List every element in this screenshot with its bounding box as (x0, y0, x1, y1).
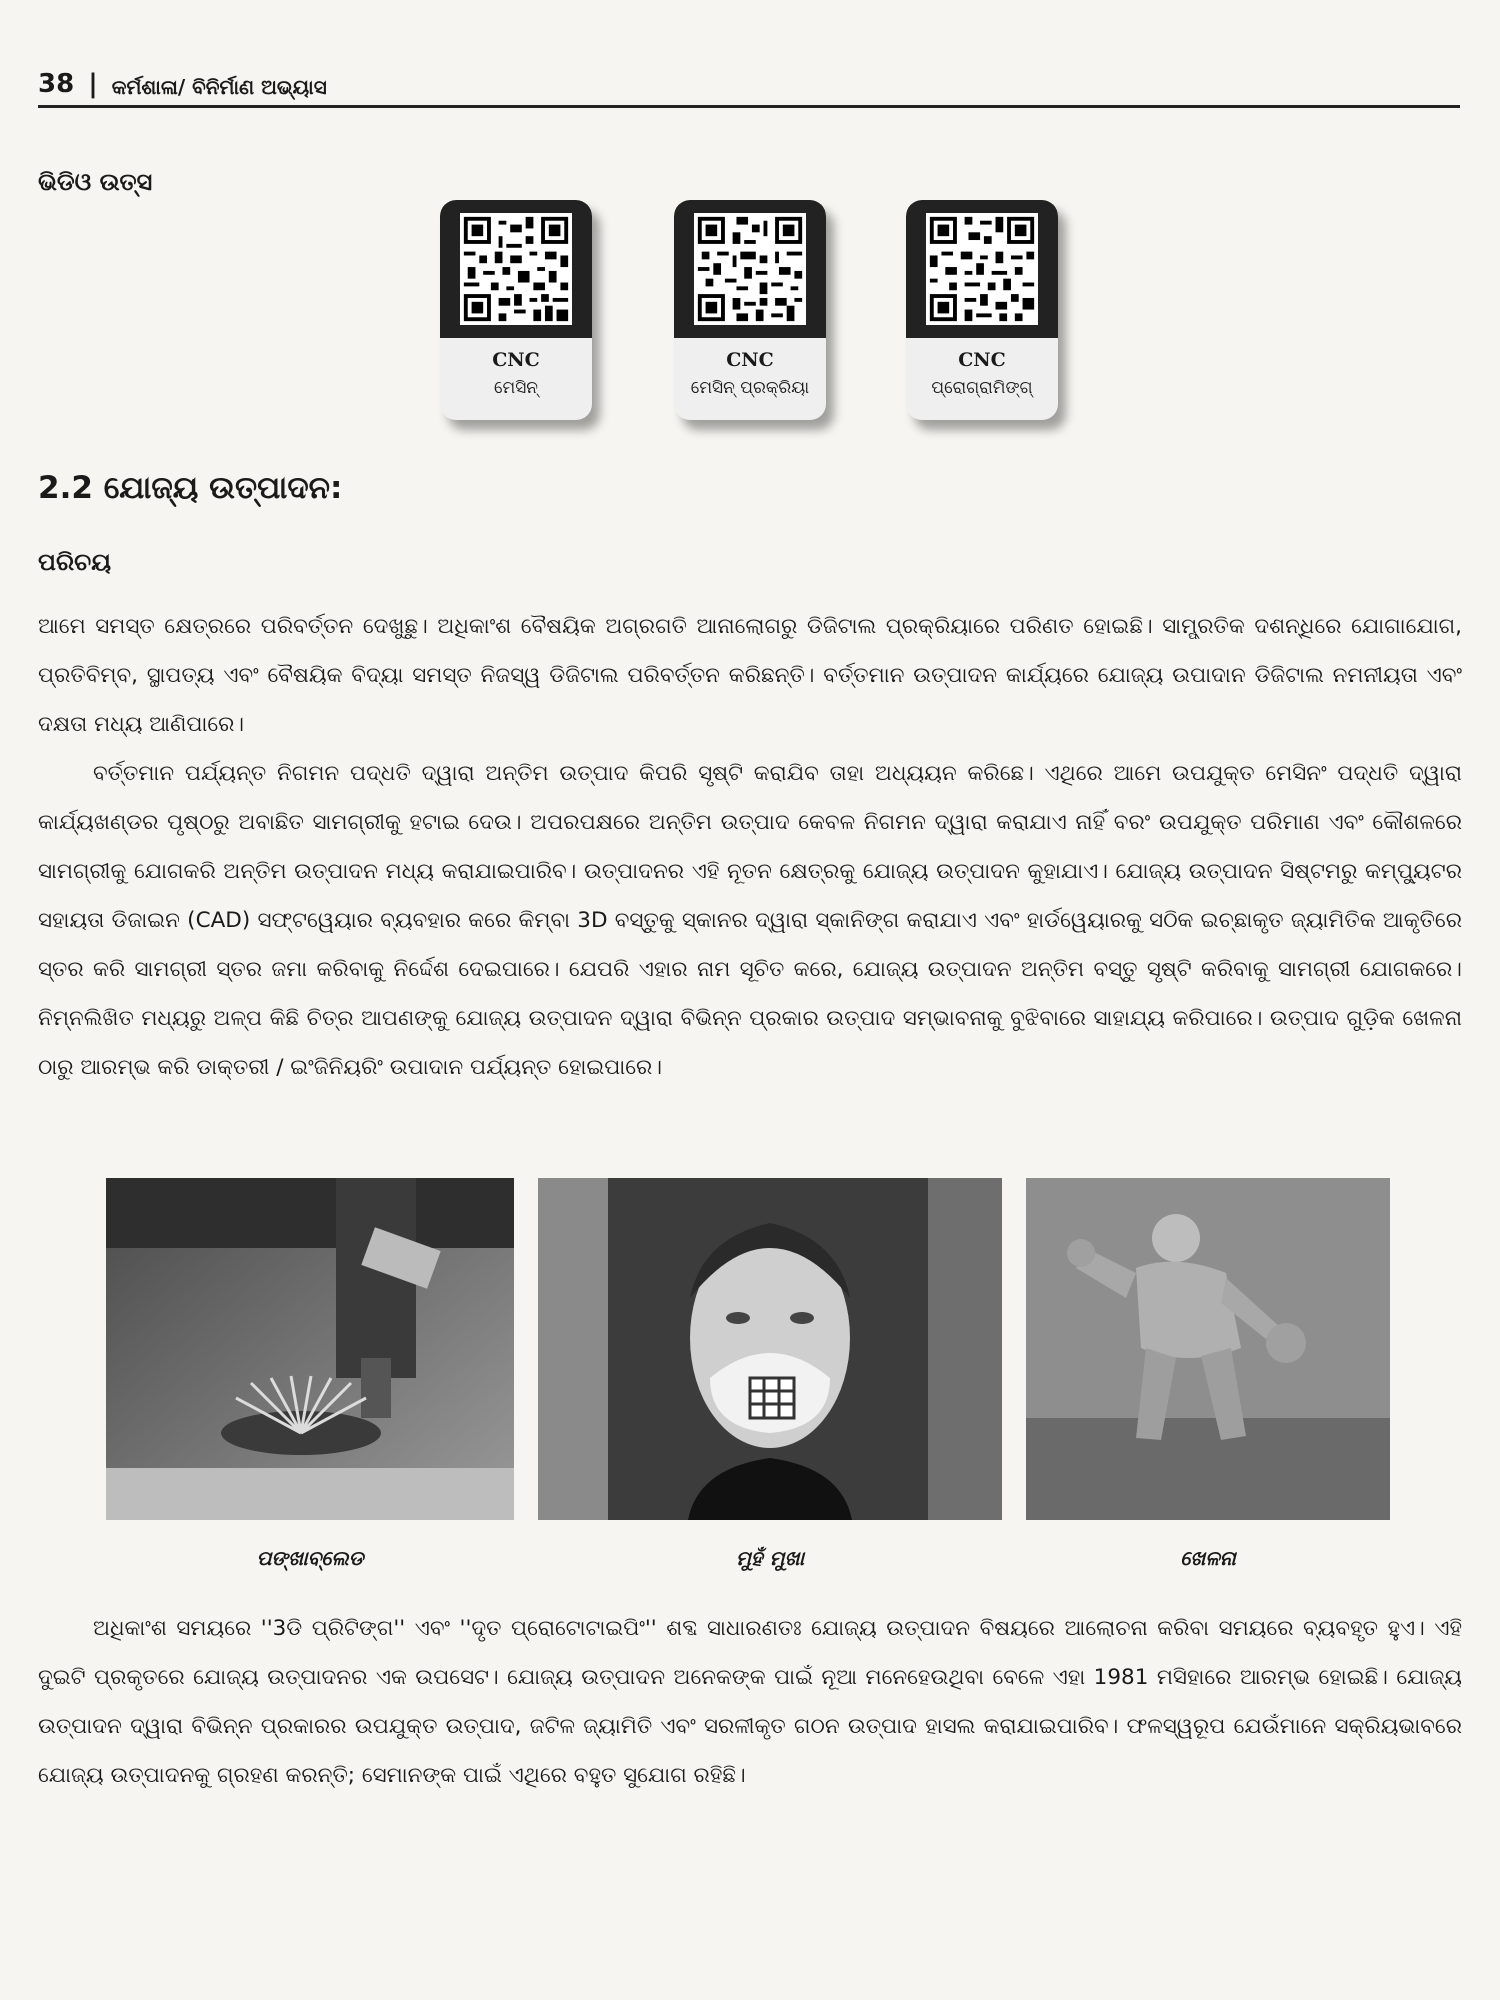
qr-code-icon (460, 213, 572, 325)
paragraph-intro: ଆମେ ସମସ୍ତ କ୍ଷେତ୍ରରେ ପରିବର୍ତ୍ତନ ଦେଖୁଛୁ। ଅଧିକାଂଶ ବୈଷୟିକ ଅଗ୍ରଗତି ଆନାଲୋଗରୁ ଡିଜିଟାଲ ପ୍ରକ୍ରିୟାରେ ପରିଣତ ହୋଇଛି। ସାମ୍ପ୍ରତିକ ଦଶନ୍ଧିରେ ଯୋଗାଯୋଗ, ପ୍ରତିବିମ୍ବ, ସ୍ଥାପତ୍ୟ ଏବଂ ବୈଷୟିକ ବିଦ୍ୟା ସମସ୍ତ ନିଜସ୍ୱ ଡିଜିଟାଲ ପରିବର୍ତ୍ତନ କରିଛନ୍ତି। ବର୍ତ୍ତମାନ ଉତ୍ପାଦନ କାର୍ଯ୍ୟରେ ଯୋଜ୍ୟ ଉପାଦାନ ଡିଜିଟାଲ ନମନୀୟତା ଏବଂ ଦକ୍ଷତା ମଧ୍ୟ ଆଣିପାରେ। (38, 614, 1462, 737)
toy-photo (1026, 1178, 1390, 1520)
qr-card-cnc-machine[interactable] (440, 200, 592, 420)
toy-figure-illustration (1026, 1178, 1390, 1520)
section-title: 2.2 ଯୋଜ୍ୟ ଉତ୍ପାଦନ: (38, 470, 343, 506)
face-mask-illustration (538, 1178, 1002, 1520)
qr-card-title: CNC (492, 349, 540, 371)
caption-fan-blade: ପଙ୍ଖାବ୍ଲେଡ (256, 1546, 364, 1570)
qr-code-icon (694, 213, 806, 325)
page-number: 38 (38, 69, 75, 99)
qr-card-title: CNC (726, 349, 774, 371)
qr-card-subtitle: ପ୍ରୋଗ୍ରାମିଙ୍ଗ୍ (931, 378, 1033, 398)
caption-face-mask: ମୁହଁ ମୁଖା (735, 1546, 805, 1570)
header-separator: | (88, 69, 98, 99)
qr-card-subtitle: ମେସିନ୍ (493, 378, 539, 398)
running-title: କର୍ମଶାଳା/ ବିନିର୍ମାଣ ଅଭ୍ୟାସ (111, 75, 327, 99)
fan-blade-illustration (106, 1178, 514, 1520)
qr-card-cnc-machine-process[interactable] (674, 200, 826, 420)
subheading-introduction: ପରିଚୟ (38, 548, 112, 576)
video-source-label: ଭିଡିଓ ଉତ୍ସ (38, 168, 153, 196)
qr-card-cnc-programming[interactable] (906, 200, 1058, 420)
paragraph-3d-printing: ଅଧିକାଂଶ ସମୟରେ ''3ଡି ପ୍ରିଟିଙ୍ଗ'' ଏବଂ ''ଦୃତ ପ୍ରୋଟୋଟାଇପିଂ'' ଶବ୍ଦ ସାଧାରଣତଃ ଯୋଜ୍ୟ ଉତ୍ପାଦନ ବିଷୟରେ ଆଲୋଚନା କରିବା ସମୟରେ ବ୍ୟବହୃତ ହୁଏ। ଏହି ଦୁଇଟି ପ୍ରକୃତରେ ଯୋଜ୍ୟ ଉତ୍ପାଦନର ଏକ ଉପସେଟ। ଯୋଜ୍ୟ ଉତ୍ପାଦନ ଅନେକଙ୍କ ପାଇଁ ନୂଆ ମନେହେଉଥିବା ବେଳେ ଏହା 1981 ମସିହାରେ ଆରମ୍ଭ ହୋଇଛି। ଯୋଜ୍ୟ ଉତ୍ପାଦନ ଦ୍ୱାରା ବିଭିନ୍ନ ପ୍ରକାରର ଉପଯୁକ୍ତ ଉତ୍ପାଦ, ଜଟିଳ ଜ୍ୟାମିତି ଏବଂ ସରଳୀକୃତ ଗଠନ ଉତ୍ପାଦ ହାସଲ କରାଯାଇପାରିବ। ଫଳସ୍ୱରୂପ ଯେଉଁମାନେ ସକ୍ରିୟଭାବରେ ଯୋଜ୍ୟ ଉତ୍ପାଦନକୁ ଗ୍ରହଣ କରନ୍ତି; ସେମାନଙ୍କ ପାଇଁ ଏଥିରେ ବହୁତ ସୁଯୋଗ ରହିଛି। (38, 1616, 1462, 1788)
qr-code-icon (926, 213, 1038, 325)
page-header (38, 68, 1460, 108)
qr-card-subtitle: ମେସିନ୍ ପ୍ରକ୍ରିୟା (690, 378, 810, 398)
qr-card-title: CNC (958, 349, 1006, 371)
face-mask-photo (538, 1178, 1002, 1520)
fan-blade-photo (106, 1178, 514, 1520)
paragraph-additive: ବର୍ତ୍ତମାନ ପର୍ଯ୍ୟନ୍ତ ନିଗମନ ପଦ୍ଧତି ଦ୍ୱାରା ଅନ୍ତିମ ଉତ୍ପାଦ କିପରି ସୃଷ୍ଟି କରାଯିବ ତାହା ଅଧ୍ୟୟନ କରିଛେ। ଏଥିରେ ଆମେ ଉପଯୁକ୍ତ ମେସିନଂ ପଦ୍ଧତି ଦ୍ୱାରା କାର୍ଯ୍ୟଖଣ୍ଡର ପୃଷ୍ଠରୁ ଅବାଛିତ ସାମଗ୍ରୀକୁ ହଟାଇ ଦେଉ। ଅପରପକ୍ଷରେ ଅନ୍ତିମ ଉତ୍ପାଦ କେବଳ ନିଗମନ ଦ୍ୱାରା କରାଯାଏ ନାହିଁ ବରଂ ଉପଯୁକ୍ତ ପରିମାଣ ଏବଂ କୌଶଳରେ ସାମଗ୍ରୀକୁ ଯୋଗକରି ଅନ୍ତିମ ଉତ୍ପାଦନ ମଧ୍ୟ କରାଯାଇପାରିବ। ଉତ୍ପାଦନର ଏହି ନୂତନ କ୍ଷେତ୍ରକୁ ଯୋଜ୍ୟ ଉତ୍ପାଦନ କୁହାଯାଏ। ଯୋଜ୍ୟ ଉତ୍ପାଦନ ସିଷ୍ଟମରୁ କମ୍ପ୍ୟୁଟର ସହାୟତା ଡିଜାଇନ (CAD) ସଫ୍ଟୱେୟାର ବ୍ୟବହାର କରେ କିମ୍ବା 3D ବସ୍ତୁକୁ ସ୍କାନର ଦ୍ୱାରା ସ୍କାନିଙ୍ଗ କରାଯାଏ ଏବଂ ହାର୍ଡୱେୟାରକୁ ସଠିକ ଇଚ୍ଛାକୃତ ଜ୍ୟାମିତିକ ଆକୃତିରେ ସ୍ତର କରି ସାମଗ୍ରୀ ସ୍ତର ଜମା କରିବାକୁ ନିର୍ଦ୍ଦେଶ ଦେଇପାରେ। ଯେପରି ଏହାର ନାମ ସୂଚିତ କରେ, ଯୋଜ୍ୟ ଉତ୍ପାଦନ ଅନ୍ତିମ ବସ୍ତୁ ସୃଷ୍ଟି କରିବାକୁ ସାମଗ୍ରୀ ଯୋଗକରେ। ନିମ୍ନଲିଖିତ ମଧ୍ୟରୁ ଅଳ୍ପ କିଛି ଚିତ୍ର ଆପଣଙ୍କୁ ଯୋଜ୍ୟ ଉତ୍ପାଦନ ଦ୍ୱାରା ବିଭିନ୍ନ ପ୍ରକାର ଉତ୍ପାଦ ସମ୍ଭାବନାକୁ ବୁଝିବାରେ ସାହାଯ୍ୟ କରିପାରେ। ଉତ୍ପାଦ ଗୁଡ଼ିକ ଖେଳନା ଠାରୁ ଆରମ୍ଭ କରି ଡାକ୍ତରୀ / ଇଂଜିନିୟରିଂ ଉପାଦାନ ପର୍ଯ୍ୟନ୍ତ ହୋଇପାରେ। (38, 761, 1462, 1080)
caption-toy: ଖେଳନା (1180, 1546, 1236, 1570)
